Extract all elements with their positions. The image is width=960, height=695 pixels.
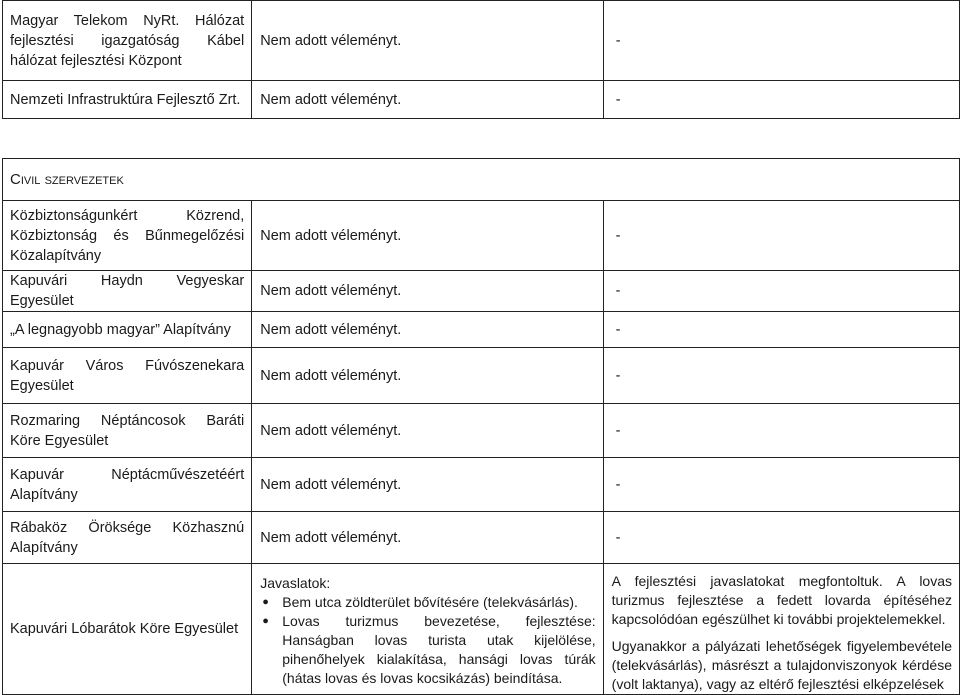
organization-name: Közbiztonságunkért Közrend, Közbiztonság és Bűnmegelőzési Közalapítvány — [3, 201, 252, 271]
opinion-cell: Nem adott véleményt. — [252, 271, 603, 312]
list-item: ● Bem utca zöldterület bővítésére (telekvásárlás). — [282, 593, 595, 612]
table-row — [3, 404, 960, 458]
opinion-cell: Nem adott véleményt. — [252, 458, 603, 512]
suggestion-cell — [252, 564, 603, 695]
organization-name: „A legnagyobb magyar” Alapítvány — [3, 312, 252, 348]
opinion-cell: Nem adott véleményt. — [252, 312, 603, 348]
table-row — [3, 458, 960, 512]
response-cell: - — [603, 348, 959, 404]
opinion-cell: Nem adott véleményt. — [252, 81, 604, 119]
response-cell: - — [603, 512, 959, 564]
response-cell — [603, 564, 959, 695]
suggestion-list — [260, 593, 595, 688]
opinion-cell: Nem adott véleményt. — [252, 404, 603, 458]
response-cell: - — [603, 458, 959, 512]
organization-name: Kapuvár Néptácművészetéért Alapítvány — [3, 458, 252, 512]
organization-name: Rozmaring Néptáncosok Baráti Köre Egyesület — [3, 404, 252, 458]
opinion-cell: Nem adott véleményt. — [252, 512, 603, 564]
section-header: Civil szervezetek — [3, 159, 960, 201]
response-cell: - — [603, 404, 959, 458]
organization-name: Nemzeti Infrastruktúra Fejlesztő Zrt. — [3, 81, 252, 119]
table-row — [3, 312, 960, 348]
organization-name: Magyar Telekom NyRt. Hálózat fejlesztési igazgatóság Kábel hálózat fejlesztési Központ — [3, 1, 252, 81]
table-row — [3, 348, 960, 404]
response-paragraph: A fejlesztési javaslatokat megfontoltuk. A lovas turizmus fejlesztése a fedett lovarda építéséhez kapcsolódóan egészülhet ki további projektelemekkel. — [611, 573, 952, 627]
section-header-row — [3, 159, 960, 201]
list-item: ● Lovas turizmus bevezetése, fejlesztése: Hanságban lovas turista utak kijelölése, pihenőhelyek kialakítása, hansági lovas túrák (hátas lovas és lovas kocsikázás) beindítása. — [282, 612, 595, 688]
opinion-cell: Nem adott véleményt. — [252, 1, 604, 81]
organization-name: Kapuvár Város Fúvószenekara Egyesület — [3, 348, 252, 404]
response-cell: - — [603, 1, 959, 81]
response-cell: - — [603, 81, 959, 119]
opinion-table-top — [2, 0, 960, 119]
table-row — [3, 564, 960, 695]
response-cell: - — [603, 201, 959, 271]
table-row — [3, 271, 960, 312]
opinion-cell: Nem adott véleményt. — [252, 348, 603, 404]
opinion-cell: Nem adott véleményt. — [252, 201, 603, 271]
suggestion-heading: Javaslatok: — [260, 575, 331, 591]
response-cell: - — [603, 271, 959, 312]
table-row — [3, 512, 960, 564]
organization-name: Kapuvári Haydn Vegyeskar Egyesület — [3, 271, 252, 312]
table-row — [3, 1, 960, 81]
response-cell: - — [603, 312, 959, 348]
opinion-table-civil — [2, 158, 960, 695]
table-row — [3, 81, 960, 119]
response-paragraph: Ugyanakkor a pályázati lehetőségek figyelembevétele (telekvásárlás), másrészt a tulajdonviszonyok kérdése (volt laktanya), vagy az eltérő fejlesztési elképzelések — [611, 638, 952, 692]
organization-name: Rábaköz Öröksége Közhasznú Alapítvány — [3, 512, 252, 564]
organization-name: Kapuvári Lóbarátok Köre Egyesület — [3, 564, 252, 695]
table-row — [3, 201, 960, 271]
